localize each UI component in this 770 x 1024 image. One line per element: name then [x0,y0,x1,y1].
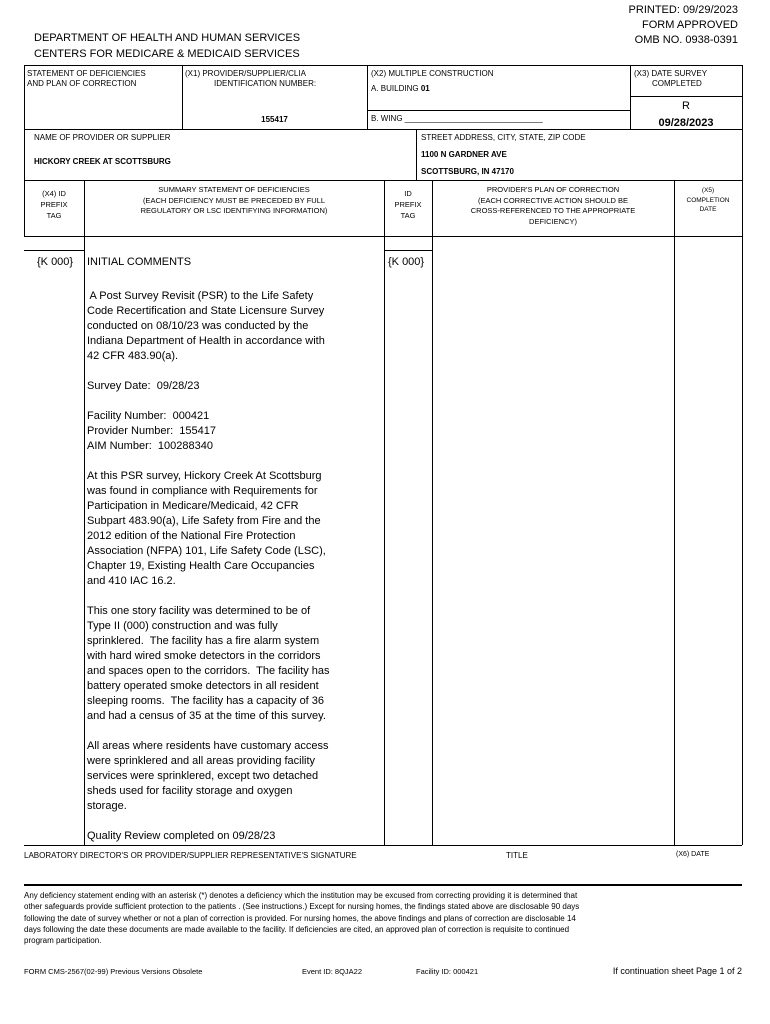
body-line: sleeping rooms. The facility has a capacity of 36 [87,695,325,707]
building-label: A. BUILDING [371,84,419,93]
provider-name-label: NAME OF PROVIDER OR SUPPLIER [34,133,171,142]
body-line: and had a census of 35 at the time of this survey. [87,710,326,722]
plan-header: PROVIDER'S PLAN OF CORRECTION (EACH CORRECTIVE ACTION SHOULD BE CROSS-REFERENCED TO THE APPROPRIATE DEFICIENCY) [470,185,636,226]
right-tag: {K 000} [388,256,425,268]
body-line: Facility Number: 000421 [87,410,210,422]
body-line: A Post Survey Revisit (PSR) to the Life Safety [87,290,314,302]
provider-name: HICKORY CREEK AT SCOTTSBURG [34,157,171,166]
form-approved: FORM APPROVED [642,19,738,31]
footnote-line: days following the date these documents are made available to the facility. If deficiencies are cited, an approved plan of correction is requisite to continued [24,924,570,934]
body-paragraph [87,289,382,364]
body-line: sprinklered. The facility has a fire alarm system [87,635,320,647]
body-line: sheds used for facility storage and oxygen [87,785,293,797]
body-line: Survey Date: 09/28/23 [87,380,200,392]
x5-header: (X5) COMPLETION DATE [686,187,730,213]
department-line-1: DEPARTMENT OF HEALTH AND HUMAN SERVICES [34,32,301,44]
x3-survey-date: 09/28/2023 [658,117,714,129]
form-number: FORM CMS-2567(02-99) Previous Versions Obsolete [24,967,203,976]
x3-label-2: COMPLETED [652,79,702,88]
x1-label-2: IDENTIFICATION NUMBER: [214,79,317,88]
x3-label-1: (X3) DATE SURVEY [634,69,708,78]
body-line: and 410 IAC 16.2. [87,575,176,587]
address-label: STREET ADDRESS, CITY, STATE, ZIP CODE [421,133,586,142]
body-paragraph [87,379,382,394]
body-line: 2012 edition of the National Fire Protection [87,530,296,542]
left-tag: {K 000} [37,256,74,268]
x6-date-label: (X6) DATE [676,851,710,858]
body-line: storage. [87,800,127,812]
body-line: 42 CFR 483.90(a). [87,350,179,362]
x4-header: (X4) ID PREFIX TAG [40,189,68,220]
body-line: Type II (000) construction and was fully [87,620,278,632]
x2-label: (X2) MULTIPLE CONSTRUCTION [371,69,494,78]
body-paragraph [87,829,382,844]
page-indicator: If continuation sheet Page 1 of 2 [612,966,742,976]
footnote-line: following the date of survey whether or not a plan of correction is provided. For nursing homes, the above findings and plans of correction are disclosable 14 [24,913,576,923]
body-line: Subpart 483.90(a), Life Safety from Fire and the [87,515,321,527]
omb-number: OMB NO. 0938-0391 [634,34,738,46]
body-paragraph [87,604,382,724]
city-state-zip: SCOTTSBURG, IN 47170 [421,167,514,176]
body-line: was found in compliance with Requirements for [87,485,318,497]
body-line: Indiana Department of Health in accordance with [87,335,325,347]
title-label: TITLE [506,851,528,860]
body-line: were sprinklered and all areas providing facility [87,755,316,767]
body-line: Code Recertification and State Licensure Survey [87,305,325,317]
body-line: At this PSR survey, Hickory Creek At Scottsburg [87,470,322,482]
body-line: battery operated smoke detectors in all resident [87,680,319,692]
id-header: ID PREFIX TAG [394,189,422,220]
footnote-line: other safeguards provide sufficient protection to the patients . (See instructions.) Except for nursing homes, the findings stated above are disclosable 90 days [24,902,580,912]
signature-label: LABORATORY DIRECTOR'S OR PROVIDER/SUPPLIER REPRESENTATIVE'S SIGNATURE [24,851,357,860]
disclosure-footnote [24,890,742,946]
statement-label-2: AND PLAN OF CORRECTION [27,79,137,88]
summary-header: SUMMARY STATEMENT OF DEFICIENCIES (EACH DEFICIENCY MUST BE PRECEDED BY FULL REGULATORY OR LSC IDENTIFYING INFORMATION) [140,185,328,215]
body-line: Quality Review completed on 09/28/23 [87,830,276,842]
street-address: 1100 N GARDNER AVE [421,150,507,159]
building-value: 01 [420,84,430,93]
facility-id: Facility ID: 000421 [416,967,479,976]
statement-label-1: STATEMENT OF DEFICIENCIES [27,69,146,78]
body-line: AIM Number: 100288340 [87,440,213,452]
body-line: Participation in Medicare/Medicaid, 42 CFR [87,500,299,512]
wing-label: B. WING _______________________________ [371,114,543,123]
printed-date: PRINTED: 09/29/2023 [628,4,738,16]
body-line: Association (NFPA) 101, Life Safety Code (LSC), [87,545,326,557]
body-line: Provider Number: 155417 [87,425,217,437]
body-line: conducted on 08/10/23 was conducted by the [87,320,309,332]
department-line-2: CENTERS FOR MEDICARE & MEDICAID SERVICES [34,48,300,60]
x3-code: R [682,100,690,112]
footnote-line: program participation. [24,936,102,946]
event-id: Event ID: 8QJA22 [302,967,363,976]
body-line: and spaces open to the corridors. The facility has [87,665,330,677]
body-line: with hard wired smoke detectors in the corridors [87,650,321,662]
summary-statement-body [87,289,382,859]
body-paragraph [87,409,382,454]
body-paragraph [87,739,382,814]
body-paragraph [87,469,382,589]
body-line: All areas where residents have customary access [87,740,329,752]
body-line: This one story facility was determined to be of [87,605,311,617]
footnote-line: Any deficiency statement ending with an asterisk (*) denotes a deficiency which the institution may be excused from correcting providing it is determined that [24,891,578,900]
body-line: services were sprinklered, except two detached [87,770,319,782]
body-line: Chapter 19, Existing Health Care Occupancies [87,560,315,572]
x1-identification-number: 155417 [261,115,288,124]
x1-label-1: (X1) PROVIDER/SUPPLIER/CLIA [185,69,306,78]
initial-comments-heading: INITIAL COMMENTS [87,256,192,268]
